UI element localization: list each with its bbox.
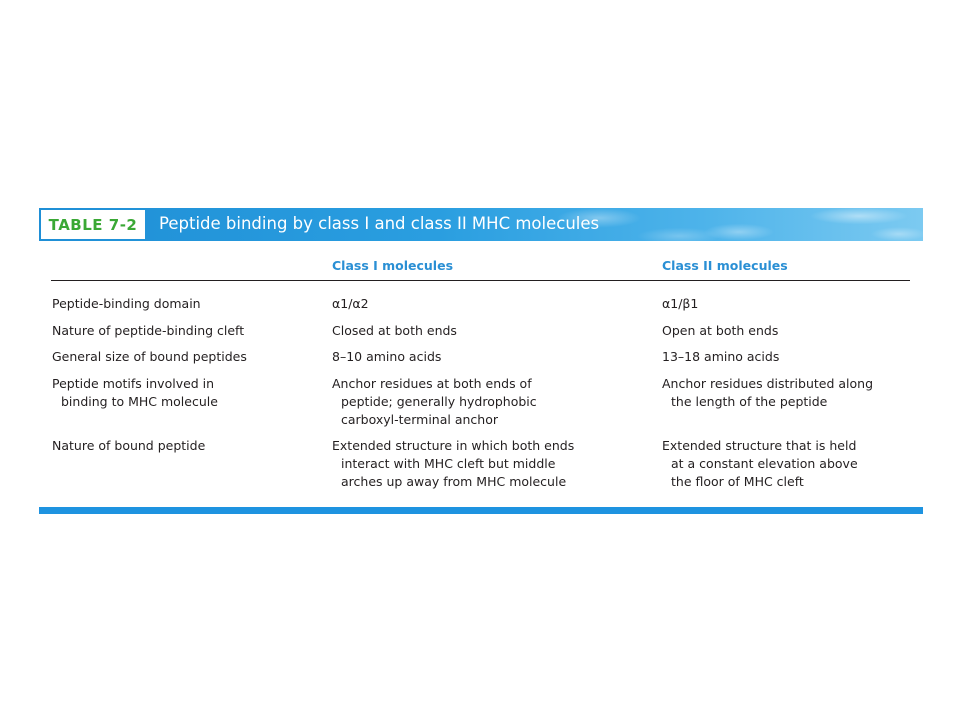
table-label-box	[41, 210, 145, 239]
row-class2-binding-cleft	[662, 322, 778, 340]
table-bottom-bar	[39, 507, 923, 514]
class2-text: Anchor residues distributed along	[662, 376, 874, 391]
row-class2-bound-peptide	[662, 437, 858, 491]
row-class1-bound-peptide	[332, 437, 574, 491]
row-feature-binding-cleft	[52, 322, 244, 340]
table-title-banner	[39, 208, 923, 241]
mhc-peptide-binding-table	[39, 208, 923, 514]
row-feature-peptide-motifs	[52, 375, 218, 411]
class2-text-continued: the length of the peptide	[671, 394, 828, 409]
row-class1-binding-cleft	[332, 322, 457, 340]
class1-text: 8–10 amino acids	[332, 349, 442, 364]
table-title: Peptide binding by class I and class II MHC molecules	[159, 214, 600, 233]
column-header-class-1: Class I molecules	[332, 258, 454, 273]
row-class1-peptide-binding-domain	[332, 295, 369, 313]
class2-text: α1/β1	[662, 296, 699, 311]
row-class2-peptide-motifs	[662, 375, 873, 411]
row-class2-peptide-binding-domain	[662, 295, 698, 313]
row-feature-bound-peptide	[52, 437, 205, 455]
class1-text-continued: carboxyl-terminal anchor	[341, 412, 499, 427]
class1-text-continued: interact with MHC cleft but middle	[341, 456, 556, 471]
class1-text: Extended structure in which both ends	[332, 438, 575, 453]
class1-text: Closed at both ends	[332, 323, 457, 338]
feature-text: Peptide motifs involved in	[52, 376, 215, 391]
row-class1-peptide-motifs	[332, 375, 537, 429]
row-feature-peptide-size	[52, 348, 247, 366]
class1-text-continued: peptide; generally hydrophobic	[341, 394, 537, 409]
feature-text: General size of bound peptides	[52, 349, 247, 364]
feature-text: Peptide-binding domain	[52, 296, 201, 311]
class2-text-continued: the floor of MHC cleft	[671, 474, 804, 489]
row-class1-peptide-size	[332, 348, 441, 366]
row-class2-peptide-size	[662, 348, 779, 366]
column-header-class-2: Class II molecules	[662, 258, 788, 273]
class2-text: 13–18 amino acids	[662, 349, 780, 364]
class1-text: α1/α2	[332, 296, 369, 311]
feature-text-continued: binding to MHC molecule	[61, 394, 218, 409]
table-label: TABLE 7-2	[48, 215, 138, 234]
class2-text: Open at both ends	[662, 323, 779, 338]
feature-text: Nature of peptide-binding cleft	[52, 323, 245, 338]
class1-text: Anchor residues at both ends of	[332, 376, 532, 391]
row-feature-peptide-binding-domain	[52, 295, 201, 313]
class1-text-continued: arches up away from MHC molecule	[341, 474, 567, 489]
feature-text: Nature of bound peptide	[52, 438, 206, 453]
class2-text: Extended structure that is held	[662, 438, 857, 453]
header-rule	[51, 280, 910, 281]
class2-text-continued: at a constant elevation above	[671, 456, 858, 471]
